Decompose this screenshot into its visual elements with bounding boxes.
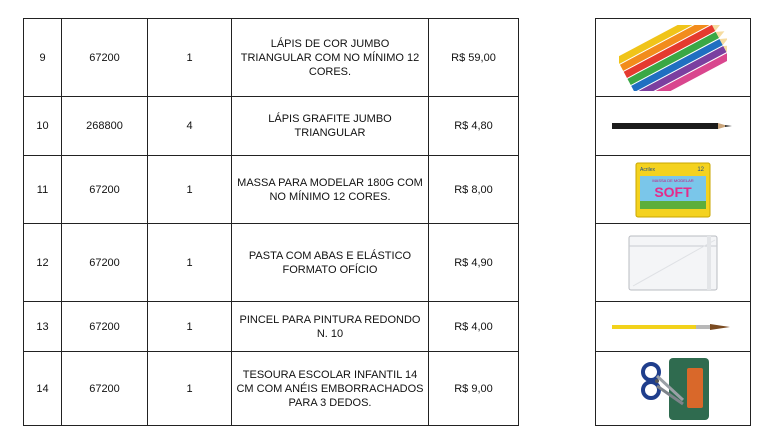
table-row — [24, 97, 519, 156]
image-row — [596, 156, 751, 224]
clay-brand: Acrilex — [640, 166, 656, 173]
item-code: 67200 — [62, 19, 148, 97]
item-number: 13 — [24, 302, 62, 352]
product-image-cell — [596, 302, 751, 352]
table-row — [24, 156, 519, 224]
item-description: LÁPIS GRAFITE JUMBO TRIANGULAR — [232, 97, 429, 156]
product-image-cell — [596, 224, 751, 302]
item-price: R$ 59,00 — [429, 19, 519, 97]
item-price: R$ 4,90 — [429, 224, 519, 302]
table-row — [24, 224, 519, 302]
product-image-cell — [596, 156, 751, 224]
item-code: 67200 — [62, 224, 148, 302]
item-quantity: 1 — [148, 302, 232, 352]
item-quantity: 1 — [148, 352, 232, 426]
colored-pencils-image — [619, 25, 727, 91]
product-image-cell — [596, 19, 751, 97]
item-number: 14 — [24, 352, 62, 426]
table-row — [24, 19, 519, 97]
clay-label-main: SOFT — [654, 183, 692, 200]
item-description: PINCEL PARA PINTURA REDONDO N. 10 — [232, 302, 429, 352]
item-number: 9 — [24, 19, 62, 97]
plastic-folder-image — [625, 232, 721, 294]
product-images-table — [595, 18, 751, 426]
product-image-cell — [596, 97, 751, 156]
item-price: R$ 4,80 — [429, 97, 519, 156]
item-number: 10 — [24, 97, 62, 156]
modeling-clay-box-image — [634, 161, 712, 219]
image-row — [596, 352, 751, 426]
table-row — [24, 302, 519, 352]
graphite-pencil-image — [610, 119, 736, 133]
item-description: TESOURA ESCOLAR INFANTIL 14 CM COM ANÉIS EMBORRACHADOS PARA 3 DEDOS. — [232, 352, 429, 426]
item-code: 67200 — [62, 302, 148, 352]
clay-count: 12 — [697, 166, 704, 173]
item-description: MASSA PARA MODELAR 180G COM NO MÍNIMO 12 CORES. — [232, 156, 429, 224]
paint-brush-image — [610, 322, 736, 332]
item-price: R$ 4,00 — [429, 302, 519, 352]
image-row — [596, 302, 751, 352]
item-price: R$ 8,00 — [429, 156, 519, 224]
product-image-cell — [596, 352, 751, 426]
item-description: LÁPIS DE COR JUMBO TRIANGULAR COM NO MÍNIMO 12 CORES. — [232, 19, 429, 97]
item-description: PASTA COM ABAS E ELÁSTICO FORMATO OFÍCIO — [232, 224, 429, 302]
item-number: 11 — [24, 156, 62, 224]
item-code: 67200 — [62, 352, 148, 426]
clay-label-top: MASSA DE MODELAR — [652, 177, 694, 183]
item-price: R$ 9,00 — [429, 352, 519, 426]
school-scissors-image — [633, 356, 713, 422]
item-quantity: 1 — [148, 156, 232, 224]
items-table — [23, 18, 519, 426]
item-number: 12 — [24, 224, 62, 302]
item-quantity: 4 — [148, 97, 232, 156]
item-quantity: 1 — [148, 19, 232, 97]
item-code: 67200 — [62, 156, 148, 224]
image-row — [596, 97, 751, 156]
item-code: 268800 — [62, 97, 148, 156]
table-row — [24, 352, 519, 426]
image-row — [596, 224, 751, 302]
item-quantity: 1 — [148, 224, 232, 302]
image-row — [596, 19, 751, 97]
